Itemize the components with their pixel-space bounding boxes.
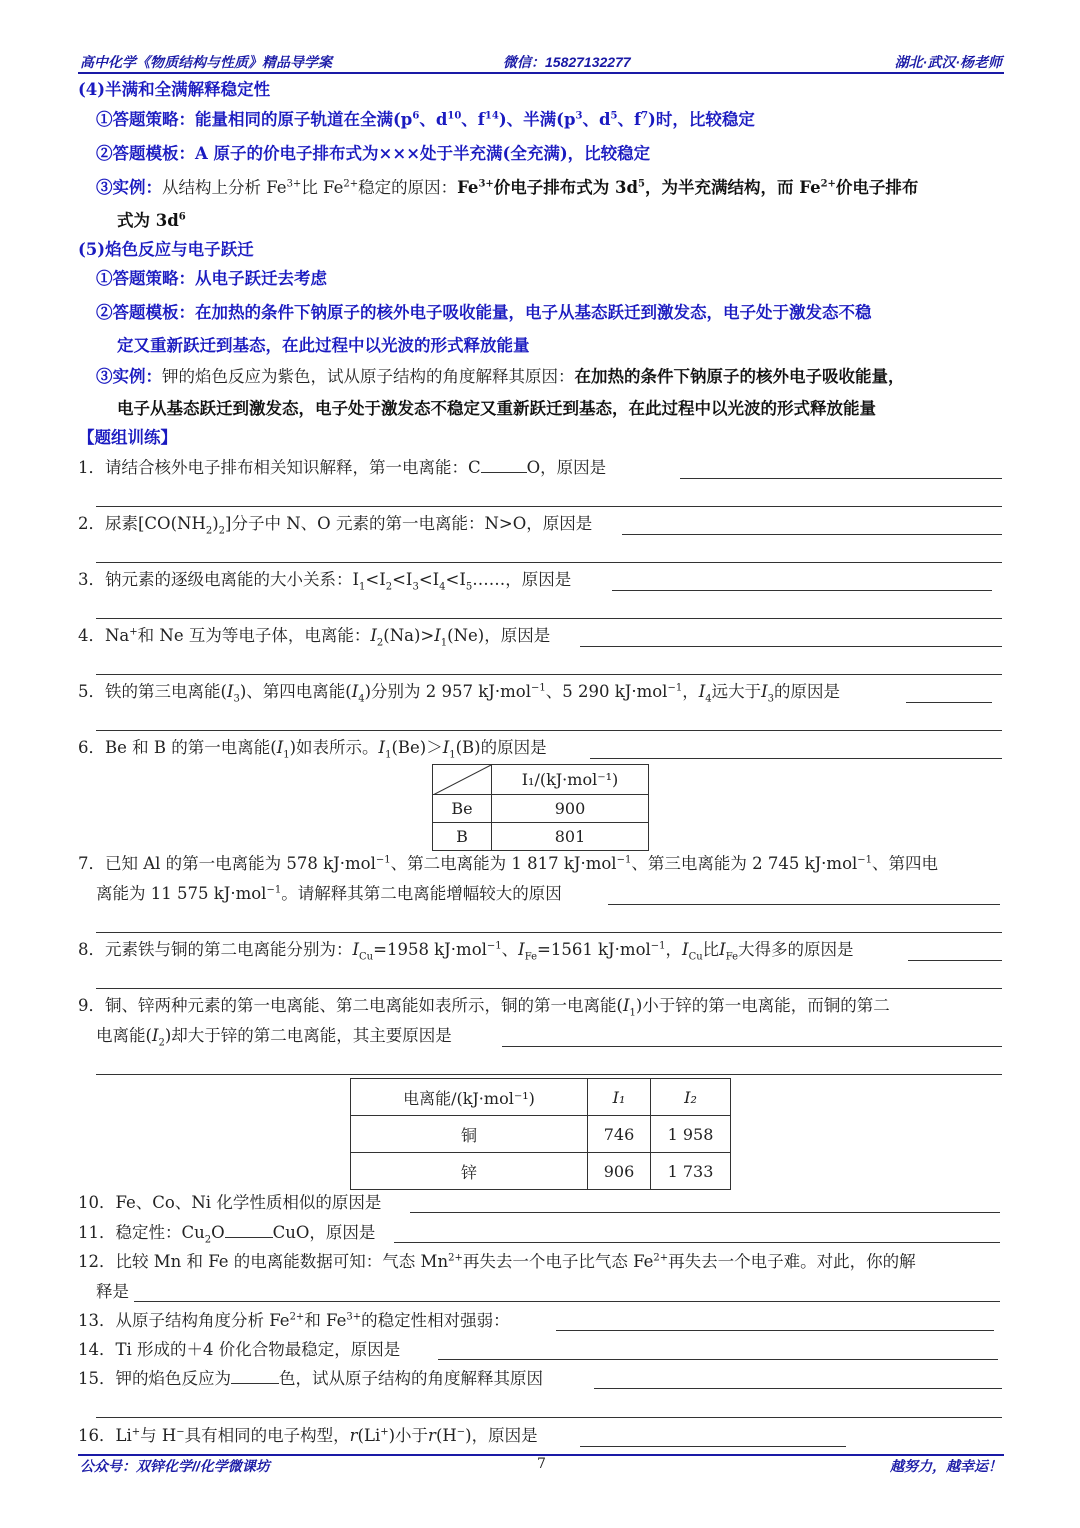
table-cell: B xyxy=(433,823,492,851)
table-header: I₂ xyxy=(651,1079,731,1116)
answer-line[interactable] xyxy=(906,702,992,703)
answer-line[interactable] xyxy=(502,1046,1002,1047)
table-cell: 746 xyxy=(588,1116,651,1153)
question-9-cont: 电离能$(I_2)$却大于锌的第二电离能，其主要原因是 xyxy=(96,1026,452,1049)
header-center: 微信：15827132277 xyxy=(503,54,631,70)
answer-line[interactable] xyxy=(590,758,1002,759)
answer-line[interactable] xyxy=(96,988,1002,989)
s5-template-cont: 定又重新跃迁到基态，在此过程中以光波的形式释放能量 xyxy=(117,336,530,355)
table-cell: Be xyxy=(433,795,492,823)
table-cell: 801 xyxy=(492,823,649,851)
answer-line[interactable] xyxy=(556,1330,994,1331)
answer-line[interactable] xyxy=(594,1388,1002,1389)
s5-example: ③实例：钾的焰色反应为紫色，试从原子结构的角度解释其原因：在加热的条件下钠原子的核外电子吸收能量， xyxy=(96,367,905,386)
answer-line[interactable] xyxy=(96,562,1002,563)
answer-line[interactable] xyxy=(612,590,992,591)
question-7-cont: 离能为 11 575 kJ·mol$^{-1}$。请解释其第二电离能增幅较大的原因 xyxy=(96,884,562,903)
s5-template: ②答题模板：在加热的条件下钠原子的核外电子吸收能量，电子从基态跃迁到激发态，电子处于激发态不稳 xyxy=(96,303,872,322)
question-15: 15．钾的焰色反应为 色，试从原子结构的角度解释其原因 xyxy=(78,1369,543,1388)
s4-strategy: ①答题策略：能量相同的原子轨道在全满($p^6$、$d^{10}$、$f^{14}$)、半满($p^3$、$d^5$、$f^7$)时，比较稳定 xyxy=(96,110,755,129)
answer-line[interactable] xyxy=(394,1242,1000,1243)
table-cell: 900 xyxy=(492,795,649,823)
question-6: 6．Be 和 B 的第一电离能$(I_1)$如表所示。$I_1(Be)>I_1(B)$的原因是 xyxy=(78,738,547,761)
question-5: 5．铁的第三电离能$(I_3)$、第四电离能$(I_4)$分别为 2 957 kJ·mol$^{-1}$、5 290 kJ·mol$^{-1}$，$I_4$远大于$I_3$的原因是 xyxy=(78,682,841,705)
answer-line[interactable] xyxy=(908,960,1002,961)
answer-line[interactable] xyxy=(134,1301,1000,1302)
question-11: 11．稳定性：$Cu_2O$ CuO，原因是 xyxy=(78,1223,376,1246)
table-header: I₁ xyxy=(588,1079,651,1116)
answer-line[interactable] xyxy=(622,534,1002,535)
s5-strategy: ①答题策略：从电子跃迁去考虑 xyxy=(96,269,327,288)
answer-line[interactable] xyxy=(96,1417,1002,1418)
answer-line[interactable] xyxy=(680,478,1002,479)
header-left: 高中化学《物质结构与性质》精品导学案 xyxy=(80,54,332,70)
footer-left: 公众号：双锌化学//化学微课坊 xyxy=(80,1458,270,1474)
answer-line[interactable] xyxy=(96,730,1002,731)
answer-line[interactable] xyxy=(96,1074,1002,1075)
answer-line[interactable] xyxy=(96,674,1002,675)
diagonal-cell xyxy=(433,765,492,795)
question-10: 10．Fe、Co、Ni 化学性质相似的原因是 xyxy=(78,1193,382,1212)
table-cell: 锌 xyxy=(351,1153,588,1190)
answer-line[interactable] xyxy=(96,618,1002,619)
question-16: 16．Li+与 H−具有相同的电子构型，r(Li+)小于r(H−)，原因是 xyxy=(78,1426,538,1445)
question-12: 12．比较 Mn 和 Fe 的电离能数据可知：气态 $Mn^{2+}$再失去一个电子比气态 $Fe^{2+}$再失去一个电子难。对此，你的解 xyxy=(78,1252,916,1271)
table-cell: 铜 xyxy=(351,1116,588,1153)
training-title: 【题组训练】 xyxy=(78,428,177,447)
question-7: 7．已知 Al 的第一电离能为 578 kJ·mol$^{-1}$、第二电离能为 1 817 kJ·mol$^{-1}$、第三电离能为 2 745 kJ·mol$^{-1}$、第四电 xyxy=(78,854,939,873)
s4-example: ③实例：从结构上分析 $Fe^{3+}$比 $Fe^{2+}$稳定的原因：$Fe^{3+}$价电子排布式为 $3d^5$，为半充满结构，而 $Fe^{2+}$价电子排布 xyxy=(96,178,919,197)
table-be-b xyxy=(432,764,649,851)
question-13: 13．从原子结构角度分析 $Fe^{2+}$和 $Fe^{3+}$的稳定性相对强弱： xyxy=(78,1311,510,1330)
section-5-title: (5)焰色反应与电子跃迁 xyxy=(78,240,254,259)
answer-line[interactable] xyxy=(580,1446,846,1447)
footer-right: 越努力，越幸运！ xyxy=(890,1458,1002,1474)
section-4-title: (4)半满和全满解释稳定性 xyxy=(78,80,271,99)
question-2: 2．尿素$[CO(NH_2)_2]$分子中 N、O 元素的第一电离能：N>O，原因是 xyxy=(78,514,593,537)
answer-line[interactable] xyxy=(96,932,1002,933)
answer-line[interactable] xyxy=(96,506,1002,507)
answer-line[interactable] xyxy=(438,1359,998,1360)
question-3: 3．钠元素的逐级电离能的大小关系：$I_1<I_2<I_3<I_4<I_5\dots\dots$，原因是 xyxy=(78,570,572,593)
question-12-cont: 释是 xyxy=(96,1282,129,1301)
s5-example-cont: 电子从基态跃迁到激发态，电子处于激发态不稳定又重新跃迁到基态，在此过程中以光波的形式释放能量 xyxy=(117,399,876,418)
table-cu-zn xyxy=(350,1078,731,1190)
header-right: 湖北·武汉·杨老师 xyxy=(894,54,1002,70)
table-cell: 906 xyxy=(588,1153,651,1190)
question-14: 14．Ti 形成的＋4 价化合物最稳定，原因是 xyxy=(78,1340,401,1359)
answer-line[interactable] xyxy=(580,646,1002,647)
question-1: 1．请结合核外电子排布相关知识解释，第一电离能：C O，原因是 xyxy=(78,458,607,477)
question-4: 4．Na+和 Ne 互为等电子体，电离能：$I_2(Na)>I_1(Ne)$，原因是 xyxy=(78,626,551,649)
s4-example-cont: 式为 $3d^6$ xyxy=(117,211,186,230)
table-header: I₁/(kJ·mol⁻¹) xyxy=(492,765,649,795)
question-8: 8．元素铁与铜的第二电离能分别为：$I_{Cu}=1958$ kJ·mol$^{-1}$、$I_{Fe}=1561$ kJ·mol$^{-1}$，$I_{Cu}$比$I_{Fe}$大得多的原因是 xyxy=(78,940,854,963)
table-cell: 1 958 xyxy=(651,1116,731,1153)
page-number: 7 xyxy=(537,1456,546,1472)
answer-line[interactable] xyxy=(608,904,1000,905)
table-header: 电离能/(kJ·mol⁻¹) xyxy=(351,1079,588,1116)
question-9: 9．铜、锌两种元素的第一电离能、第二电离能如表所示，铜的第一电离能$(I_1)$小于锌的第一电离能，而铜的第二 xyxy=(78,996,890,1019)
table-cell: 1 733 xyxy=(651,1153,731,1190)
s4-template: ②答题模板：A 原子的价电子排布式为×××处于半充满(全充满)，比较稳定 xyxy=(96,144,651,163)
answer-line[interactable] xyxy=(410,1212,1000,1213)
header-rule xyxy=(78,72,1004,74)
